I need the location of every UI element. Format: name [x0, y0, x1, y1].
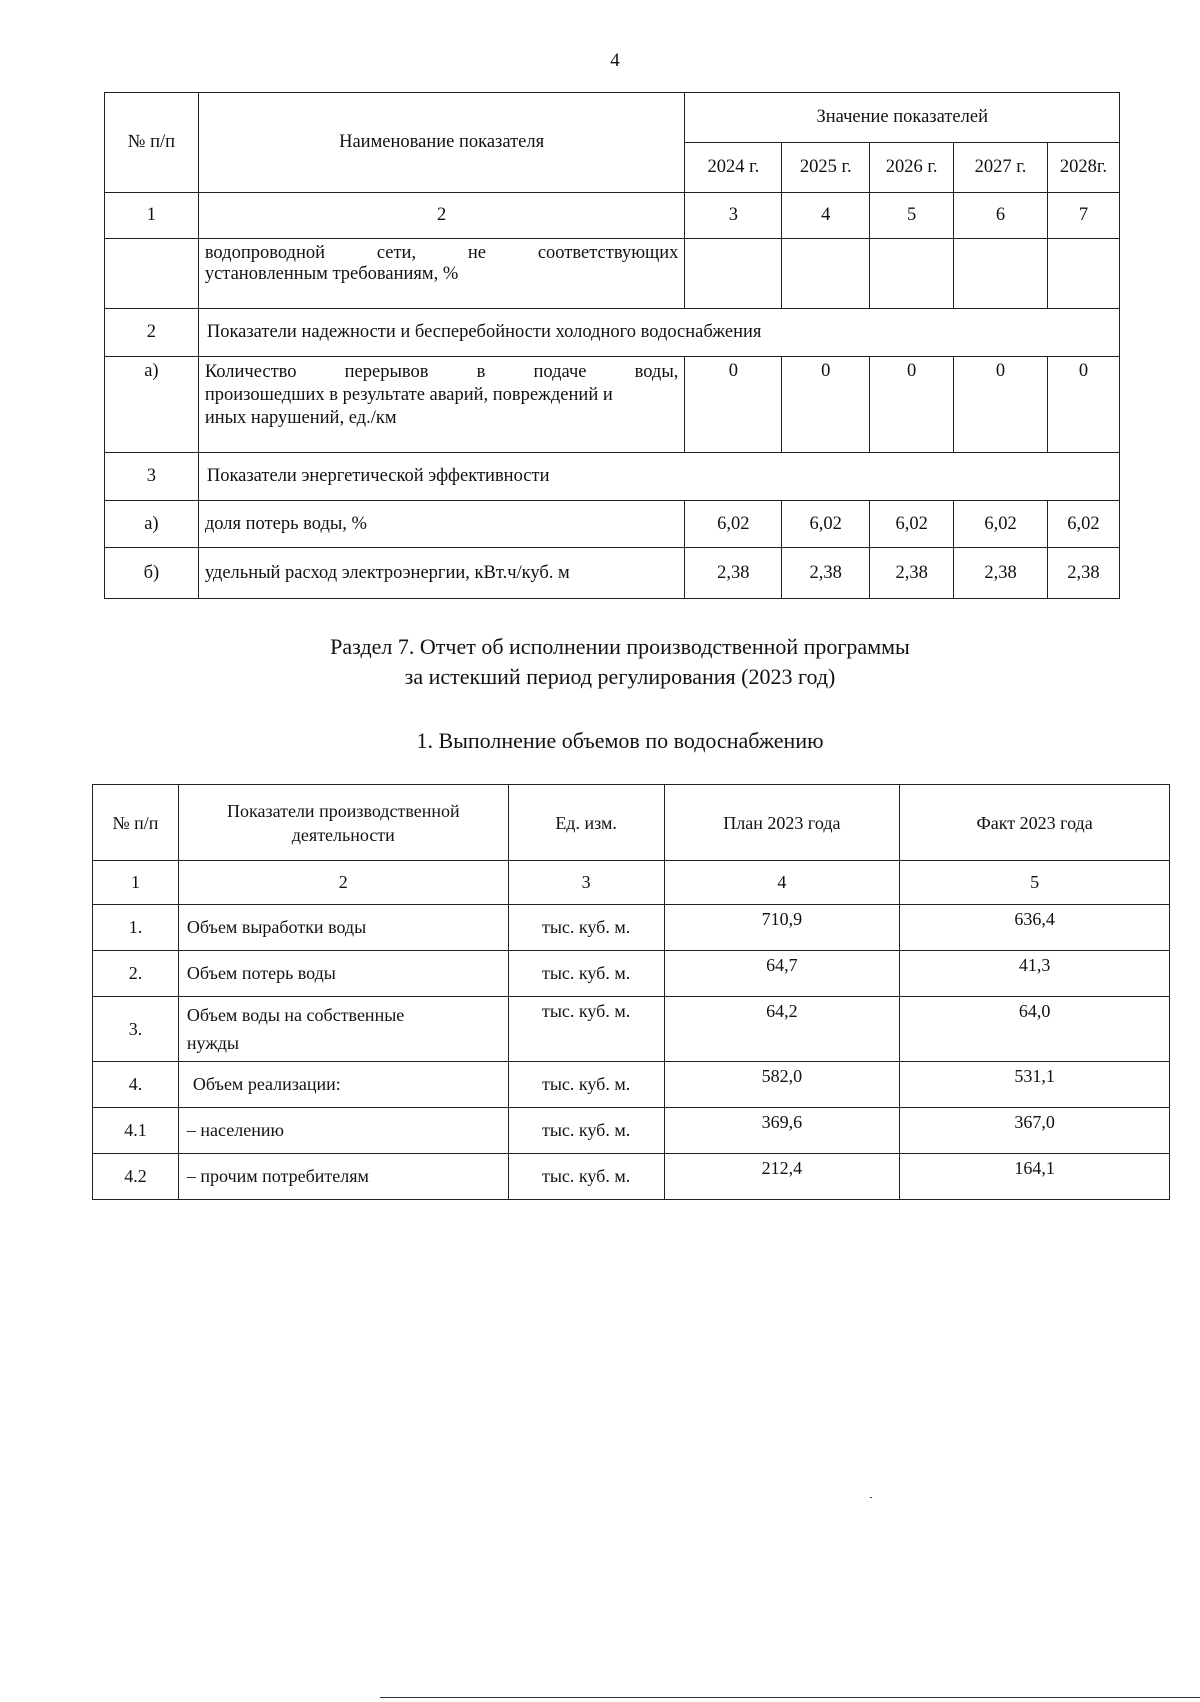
header-values-group: Значение показателей [685, 93, 1120, 143]
row-unit: тыс. куб. м. [508, 997, 664, 1062]
continuation-text: водопроводной сети, не соответствующих установленным требованиям, % [198, 239, 685, 309]
row-indicator: Объем воды на собственные нужды [178, 997, 508, 1062]
row-fact: 41,3 [900, 951, 1170, 997]
header-plan: План 2023 года [664, 785, 900, 861]
value-cell: 6,02 [782, 501, 870, 548]
value-cell: 2,38 [782, 548, 870, 599]
index-cell: 2 [178, 861, 508, 905]
value-cell: 2,38 [685, 548, 782, 599]
row-num: 4.2 [93, 1154, 179, 1200]
header-year: 2026 г. [870, 143, 954, 193]
section-num: 3 [105, 453, 199, 501]
row-fact: 64,0 [900, 997, 1170, 1062]
value-cell: 0 [1047, 357, 1119, 453]
section-heading: Раздел 7. Отчет об исполнении производственной программы за истекший период регулирования (2023 год) [330, 634, 910, 689]
header-year: 2024 г. [685, 143, 782, 193]
index-cell: 4 [664, 861, 900, 905]
header-indicators: Показатели производственной деятельности [178, 785, 508, 861]
row-num: 2. [93, 951, 179, 997]
row-plan: 212,4 [664, 1154, 900, 1200]
header-unit: Ед. изм. [508, 785, 664, 861]
index-cell: 5 [870, 193, 954, 239]
row-indicator: – прочим потребителям [178, 1154, 508, 1200]
row-fact: 636,4 [900, 905, 1170, 951]
value-cell: 0 [782, 357, 870, 453]
value-cell: 6,02 [870, 501, 954, 548]
index-cell: 6 [954, 193, 1048, 239]
section-row [105, 453, 1120, 501]
header-year: 2028г. [1047, 143, 1119, 193]
water-supply-volumes-table [92, 784, 1170, 1200]
value-cell: 6,02 [954, 501, 1048, 548]
row-num: б) [105, 548, 199, 599]
table-row [105, 501, 1120, 548]
table-row [105, 239, 1120, 309]
row-plan: 369,6 [664, 1108, 900, 1154]
row-indicator: – населению [178, 1108, 508, 1154]
row-num: а) [105, 501, 199, 548]
row-name: Количество перерывов в подаче воды, произошедших в результате аварий, повреждений и иных нарушений, ед./км [198, 357, 685, 453]
row-fact: 164,1 [900, 1154, 1170, 1200]
header-num: № п/п [105, 93, 199, 193]
row-fact: 367,0 [900, 1108, 1170, 1154]
section-title: Показатели энергетической эффективности [198, 453, 1119, 501]
index-cell: 2 [198, 193, 685, 239]
row-indicator: Объем потерь воды [178, 951, 508, 997]
section-subheading: 1. Выполнение объемов по водоснабжению [416, 728, 824, 753]
row-unit: тыс. куб. м. [508, 1108, 664, 1154]
value-cell: 6,02 [1047, 501, 1119, 548]
row-unit: тыс. куб. м. [508, 905, 664, 951]
scan-speck [870, 1497, 872, 1498]
table-row [93, 905, 1170, 951]
row-num: 3. [93, 997, 179, 1062]
row-indicator: Объем выработки воды [178, 905, 508, 951]
index-cell: 7 [1047, 193, 1119, 239]
indicators-table [104, 92, 1120, 599]
row-num: 4.1 [93, 1108, 179, 1154]
section-row [105, 309, 1120, 357]
index-cell: 1 [93, 861, 179, 905]
row-plan: 64,7 [664, 951, 900, 997]
table-row [105, 357, 1120, 453]
header-year: 2025 г. [782, 143, 870, 193]
index-cell: 5 [900, 861, 1170, 905]
row-plan: 582,0 [664, 1062, 900, 1108]
text-line: водопроводной сети, не соответствующих [204, 243, 679, 263]
row-name: доля потерь воды, % [198, 501, 685, 548]
row-plan: 710,9 [664, 905, 900, 951]
row-num: а) [105, 357, 199, 453]
row-num: 4. [93, 1062, 179, 1108]
header-fact: Факт 2023 года [900, 785, 1170, 861]
header-num: № п/п [93, 785, 179, 861]
scan-edge-line [380, 1697, 1200, 1698]
row-indicator: Объем реализации: [178, 1062, 508, 1108]
value-cell: 6,02 [685, 501, 782, 548]
table-row [105, 548, 1120, 599]
index-cell: 3 [508, 861, 664, 905]
table-row [93, 1154, 1170, 1200]
value-cell: 2,38 [870, 548, 954, 599]
value-cell: 2,38 [954, 548, 1048, 599]
index-cell: 3 [685, 193, 782, 239]
row-num: 1. [93, 905, 179, 951]
section-num: 2 [105, 309, 199, 357]
value-cell: 0 [685, 357, 782, 453]
index-row [93, 861, 1170, 905]
index-row [105, 193, 1120, 239]
row-plan: 64,2 [664, 997, 900, 1062]
page-number: 4 [610, 50, 620, 71]
header-year: 2027 г. [954, 143, 1048, 193]
row-unit: тыс. куб. м. [508, 1154, 664, 1200]
row-unit: тыс. куб. м. [508, 1062, 664, 1108]
row-fact: 531,1 [900, 1062, 1170, 1108]
index-cell: 1 [105, 193, 199, 239]
index-cell: 4 [782, 193, 870, 239]
table-row [93, 1108, 1170, 1154]
table-row [93, 951, 1170, 997]
value-cell: 0 [954, 357, 1048, 453]
row-unit: тыс. куб. м. [508, 951, 664, 997]
value-cell: 0 [870, 357, 954, 453]
section-title: Показатели надежности и бесперебойности холодного водоснабжения [198, 309, 1119, 357]
header-name: Наименование показателя [198, 93, 685, 193]
table-row [93, 1062, 1170, 1108]
table-row [93, 997, 1170, 1062]
row-name: удельный расход электроэнергии, кВт.ч/куб. м [198, 548, 685, 599]
value-cell: 2,38 [1047, 548, 1119, 599]
